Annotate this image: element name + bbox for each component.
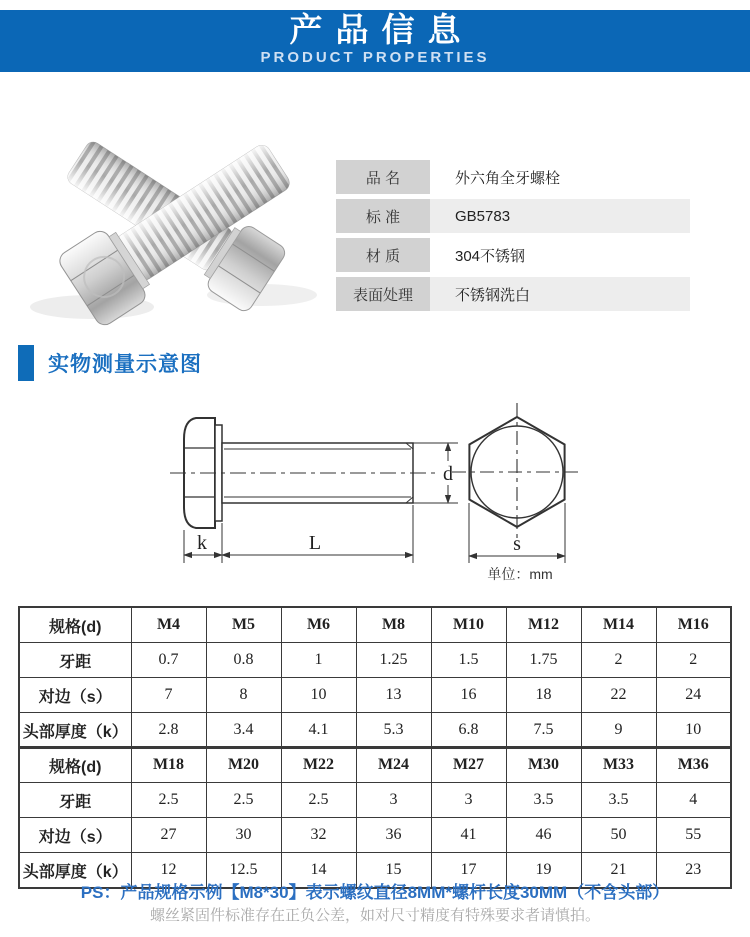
spec-row-label: 头部厚度（k）: [19, 713, 131, 749]
spec-row-across-flats: [19, 818, 731, 853]
spec-cell: 1.25: [356, 643, 431, 678]
dim-label-k: k: [197, 532, 207, 554]
spec-cell: 2: [656, 643, 731, 678]
measurement-section-header: [18, 345, 202, 381]
property-value: 外六角全牙螺栓: [455, 169, 561, 187]
spec-cell: 18: [506, 678, 581, 713]
spec-cell: 27: [131, 818, 206, 853]
spec-header-cell: M16: [656, 607, 731, 643]
spec-header-cell: M14: [581, 607, 656, 643]
dim-label-L: L: [308, 532, 322, 554]
spec-row-label: 对边（s）: [19, 678, 131, 713]
spec-header-cell: M36: [656, 747, 731, 783]
properties-table: [336, 160, 690, 316]
spec-cell: 23: [656, 853, 731, 889]
spec-cell: 2: [581, 643, 656, 678]
spec-header-cell: M5: [206, 607, 281, 643]
spec-cell: 32: [281, 818, 356, 853]
spec-cell: 46: [506, 818, 581, 853]
dim-label-s: s: [513, 533, 521, 555]
spec-row-across-flats: [19, 678, 731, 713]
spec-cell: 2.5: [206, 783, 281, 818]
property-label: 表面处理: [336, 277, 430, 311]
spec-header-cell: M27: [431, 747, 506, 783]
measurement-diagram: [0, 395, 750, 595]
section-title: 实物测量示意图: [48, 353, 202, 376]
property-row-standard: [336, 199, 690, 233]
spec-header-cell: M4: [131, 607, 206, 643]
spec-cell: 15: [356, 853, 431, 889]
spec-cell: 3.5: [506, 783, 581, 818]
unit-label: 单位：mm: [487, 566, 553, 582]
spec-row-label: 头部厚度（k）: [19, 853, 131, 889]
spec-cell: 3: [431, 783, 506, 818]
spec-header-cell: M24: [356, 747, 431, 783]
spec-row-head-thickness: [19, 713, 731, 749]
spec-row-label: 牙距: [19, 643, 131, 678]
ps-note: [0, 882, 750, 928]
spec-header-row: [19, 747, 731, 783]
spec-cell: 3: [356, 783, 431, 818]
spec-header-cell: M18: [131, 747, 206, 783]
spec-cell: 4.1: [281, 713, 356, 749]
spec-row-pitch: [19, 643, 731, 678]
spec-header-cell: M20: [206, 747, 281, 783]
page-subtitle: PRODUCT PROPERTIES: [260, 49, 490, 66]
spec-cell: 1.5: [431, 643, 506, 678]
section-accent-bar: [18, 345, 34, 381]
property-label: 材 质: [336, 238, 430, 272]
spec-table-m4-m16: [18, 606, 732, 749]
dim-label-d: d: [443, 463, 453, 485]
spec-cell: 1.75: [506, 643, 581, 678]
spec-cell: 7.5: [506, 713, 581, 749]
spec-cell: 55: [656, 818, 731, 853]
property-label: 品 名: [336, 160, 430, 194]
spec-cell: 2.8: [131, 713, 206, 749]
spec-header-cell: M6: [281, 607, 356, 643]
spec-header-cell: M8: [356, 607, 431, 643]
spec-cell: 2.5: [131, 783, 206, 818]
spec-header-cell: M22: [281, 747, 356, 783]
spec-table-m18-m36: [18, 746, 732, 889]
spec-cell: 21: [581, 853, 656, 889]
spec-cell: 50: [581, 818, 656, 853]
spec-header-row: [19, 607, 731, 643]
ps-note-line2: 螺丝紧固件标准存在正负公差，如对尺寸精度有特殊要求者请慎拍。: [149, 907, 600, 924]
spec-cell: 5.3: [356, 713, 431, 749]
spec-cell: 16: [431, 678, 506, 713]
hex-bolts-photo: [12, 95, 342, 330]
spec-cell: 12.5: [206, 853, 281, 889]
spec-cell: 2.5: [281, 783, 356, 818]
spec-cell: 6.8: [431, 713, 506, 749]
spec-cell: 19: [506, 853, 581, 889]
property-value: GB5783: [430, 199, 690, 233]
spec-cell: 17: [431, 853, 506, 889]
property-row-finish: [336, 277, 690, 311]
spec-cell: 36: [356, 818, 431, 853]
spec-cell: 1: [281, 643, 356, 678]
property-value: 不锈钢洗白: [430, 277, 690, 311]
spec-header-label: 规格(d): [19, 607, 131, 643]
page-title: 产品信息: [289, 11, 474, 48]
spec-cell: 4: [656, 783, 731, 818]
spec-row-label: 牙距: [19, 783, 131, 818]
spec-row-pitch: [19, 783, 731, 818]
property-value: 304不锈钢: [455, 247, 526, 265]
spec-cell: 3.5: [581, 783, 656, 818]
spec-cell: 41: [431, 818, 506, 853]
spec-header-label: 规格(d): [19, 747, 131, 783]
spec-cell: 10: [656, 713, 731, 749]
spec-cell: 22: [581, 678, 656, 713]
spec-header-cell: M33: [581, 747, 656, 783]
ps-note-line1: PS：产品规格示例【M8*30】表示螺纹直径8MM*螺杆长度30MM（不含头部）: [80, 883, 670, 902]
spec-cell: 7: [131, 678, 206, 713]
spec-cell: 10: [281, 678, 356, 713]
spec-cell: 13: [356, 678, 431, 713]
property-row-material: [336, 238, 690, 272]
spec-header-cell: M12: [506, 607, 581, 643]
header-banner: [0, 10, 750, 72]
spec-cell: 0.8: [206, 643, 281, 678]
spec-cell: 8: [206, 678, 281, 713]
spec-cell: 12: [131, 853, 206, 889]
spec-row-label: 对边（s）: [19, 818, 131, 853]
spec-cell: 9: [581, 713, 656, 749]
property-row-name: [336, 160, 690, 194]
spec-cell: 14: [281, 853, 356, 889]
spec-header-cell: M30: [506, 747, 581, 783]
property-label: 标 准: [336, 199, 430, 233]
spec-cell: 24: [656, 678, 731, 713]
spec-header-cell: M10: [431, 607, 506, 643]
spec-cell: 0.7: [131, 643, 206, 678]
spec-cell: 30: [206, 818, 281, 853]
spec-cell: 3.4: [206, 713, 281, 749]
